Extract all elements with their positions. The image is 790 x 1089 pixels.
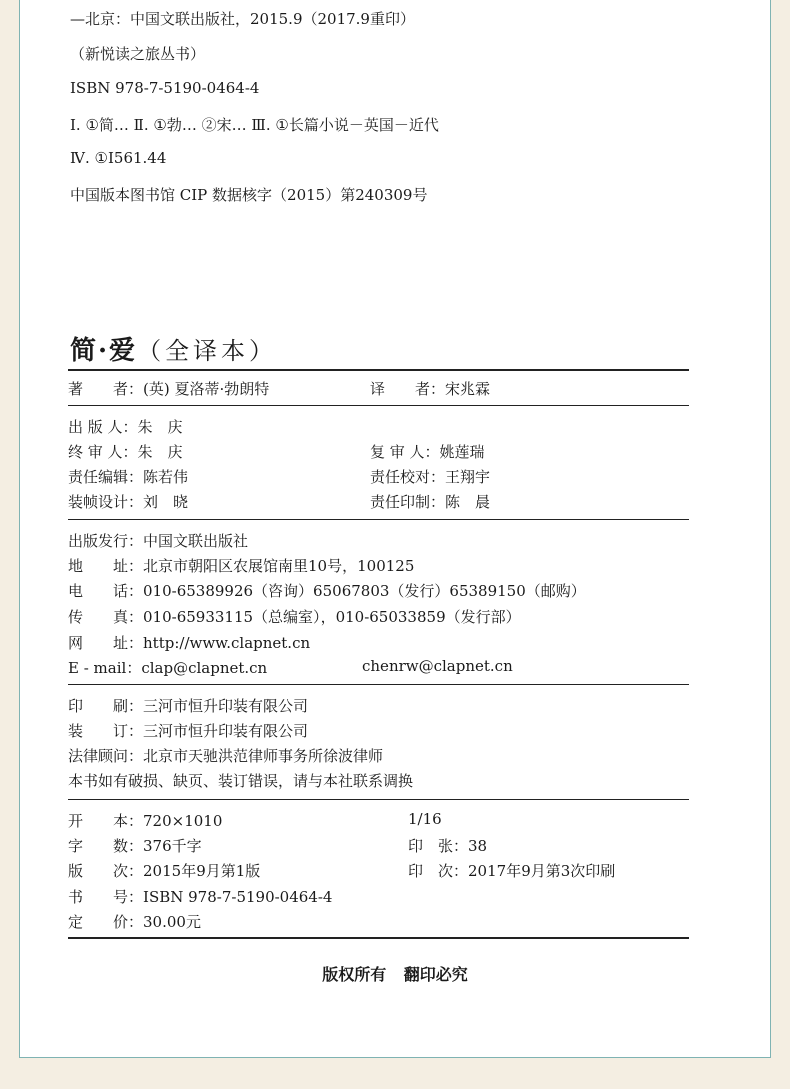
legal-value: 北京市天驰洪范律师事务所徐波律师	[143, 747, 384, 765]
notice-text: 本书如有破损、缺页、装订错误，请与本社联系调换	[68, 772, 414, 790]
address-label: 地 址：	[68, 557, 144, 575]
email-row	[68, 657, 267, 678]
issuer-row	[68, 530, 248, 551]
email-link-1[interactable]: clap@clapnet.cn	[141, 659, 268, 677]
sheets-row	[408, 835, 487, 856]
editor-row	[68, 466, 188, 487]
edition-value: 2015年9月第1版	[143, 862, 261, 880]
issuer-label: 出版发行：	[68, 532, 144, 550]
printer-label: 印 刷：	[68, 697, 144, 715]
design-label: 装帧设计：	[68, 493, 144, 511]
publisher-person-value: 朱 庆	[137, 418, 183, 436]
format-value: 720×1010	[143, 812, 223, 830]
copyright-left: 版权所有	[322, 965, 387, 984]
print-resp-row	[370, 491, 490, 512]
fax-value: 010-65933115（总编室），010-65033859（发行部）	[143, 608, 521, 626]
impression-value: 2017年9月第3次印刷	[468, 862, 616, 880]
divider-authors	[68, 405, 689, 406]
design-value: 刘 晓	[143, 493, 189, 511]
cip-line-5: Ⅳ. ①I561.44	[70, 149, 167, 167]
cip-line-3: ISBN 978-7-5190-0464-4	[70, 79, 260, 97]
impression-row	[408, 860, 615, 881]
author-label: 著 者：	[68, 380, 144, 398]
impression-label: 印 次：	[408, 862, 469, 880]
translator-row	[370, 378, 490, 399]
divider-title	[68, 369, 689, 371]
proof-value: 王翔宇	[445, 468, 491, 486]
copyright-right: 翻印必究	[403, 965, 468, 984]
printer-row	[68, 695, 308, 716]
sheets-value: 38	[468, 837, 488, 855]
cip-line-2: （新悦读之旅丛书）	[70, 45, 206, 63]
print-resp-label: 责任印制：	[370, 493, 446, 511]
issuer-value: 中国文联出版社	[143, 532, 249, 550]
editor-label: 责任编辑：	[68, 468, 144, 486]
words-value: 376千字	[143, 837, 202, 855]
second-review-label: 复 审 人：	[370, 443, 440, 461]
price-row	[68, 911, 201, 932]
sheets-label: 印 张：	[408, 837, 469, 855]
translator-label: 译 者：	[370, 380, 446, 398]
final-review-label: 终 审 人：	[68, 443, 138, 461]
binder-value: 三河市恒升印装有限公司	[143, 722, 309, 740]
final-review-row	[68, 441, 183, 462]
fax-row	[68, 606, 521, 627]
print-resp-value: 陈 晨	[445, 493, 491, 511]
cip-line-4: Ⅰ. ①简… Ⅱ. ①勃… ②宋… Ⅲ. ①长篇小说－英国－近代	[70, 116, 439, 134]
isbn-label: 书 号：	[68, 888, 144, 906]
format-label: 开 本：	[68, 812, 144, 830]
website-link[interactable]: http://www.clapnet.cn	[143, 634, 311, 652]
email-link-2[interactable]: chenrw@clapnet.cn	[362, 657, 513, 675]
address-row	[68, 555, 414, 576]
second-review-value: 姚莲瑞	[439, 443, 485, 461]
translator-value: 宋兆霖	[445, 380, 491, 398]
email-label: E - mail：	[68, 659, 142, 677]
divider-printing	[68, 799, 689, 800]
price-label: 定 价：	[68, 913, 144, 931]
words-row	[68, 835, 202, 856]
divider-specs	[68, 937, 689, 939]
binder-label: 装 订：	[68, 722, 144, 740]
editor-value: 陈若伟	[143, 468, 189, 486]
edition-label: 版 次：	[68, 862, 144, 880]
fax-label: 传 真：	[68, 608, 144, 626]
website-label: 网 址：	[68, 634, 144, 652]
format-fraction: 1/16	[408, 810, 442, 828]
address-value: 北京市朝阳区农展馆南里10号，100125	[143, 557, 415, 575]
book-title	[70, 330, 277, 367]
isbn-value: ISBN 978-7-5190-0464-4	[143, 888, 333, 906]
proof-row	[370, 466, 490, 487]
book-title-main: 简·爱	[70, 336, 138, 366]
author-value: (英) 夏洛蒂·勃朗特	[143, 380, 270, 398]
phone-value: 010-65389926（咨询）65067803（发行）65389150（邮购）	[143, 582, 586, 600]
legal-label: 法律顾问：	[68, 747, 144, 765]
book-title-subtitle: （全译本）	[137, 337, 278, 365]
copyright-page	[19, 0, 771, 1058]
phone-row	[68, 580, 586, 601]
publisher-person-row	[68, 416, 183, 437]
website-row	[68, 632, 310, 653]
divider-publisher	[68, 684, 689, 685]
cip-line-1: —北京：中国文联出版社，2015.9（2017.9重印）	[70, 10, 415, 28]
printer-value: 三河市恒升印装有限公司	[143, 697, 309, 715]
binder-row	[68, 720, 308, 741]
edition-row	[68, 860, 260, 881]
proof-label: 责任校对：	[370, 468, 446, 486]
copyright-notice	[20, 962, 770, 985]
price-value: 30.00元	[143, 913, 201, 931]
legal-row	[68, 745, 383, 766]
publisher-person-label: 出 版 人：	[68, 418, 138, 436]
final-review-value: 朱 庆	[137, 443, 183, 461]
cip-line-6: 中国版本图书馆 CIP 数据核字（2015）第240309号	[70, 186, 428, 204]
format-row	[68, 810, 222, 831]
phone-label: 电 话：	[68, 582, 144, 600]
divider-staff	[68, 519, 689, 520]
second-review-row	[370, 441, 485, 462]
isbn-row	[68, 886, 332, 907]
design-row	[68, 491, 188, 512]
words-label: 字 数：	[68, 837, 144, 855]
author-row	[68, 378, 269, 399]
